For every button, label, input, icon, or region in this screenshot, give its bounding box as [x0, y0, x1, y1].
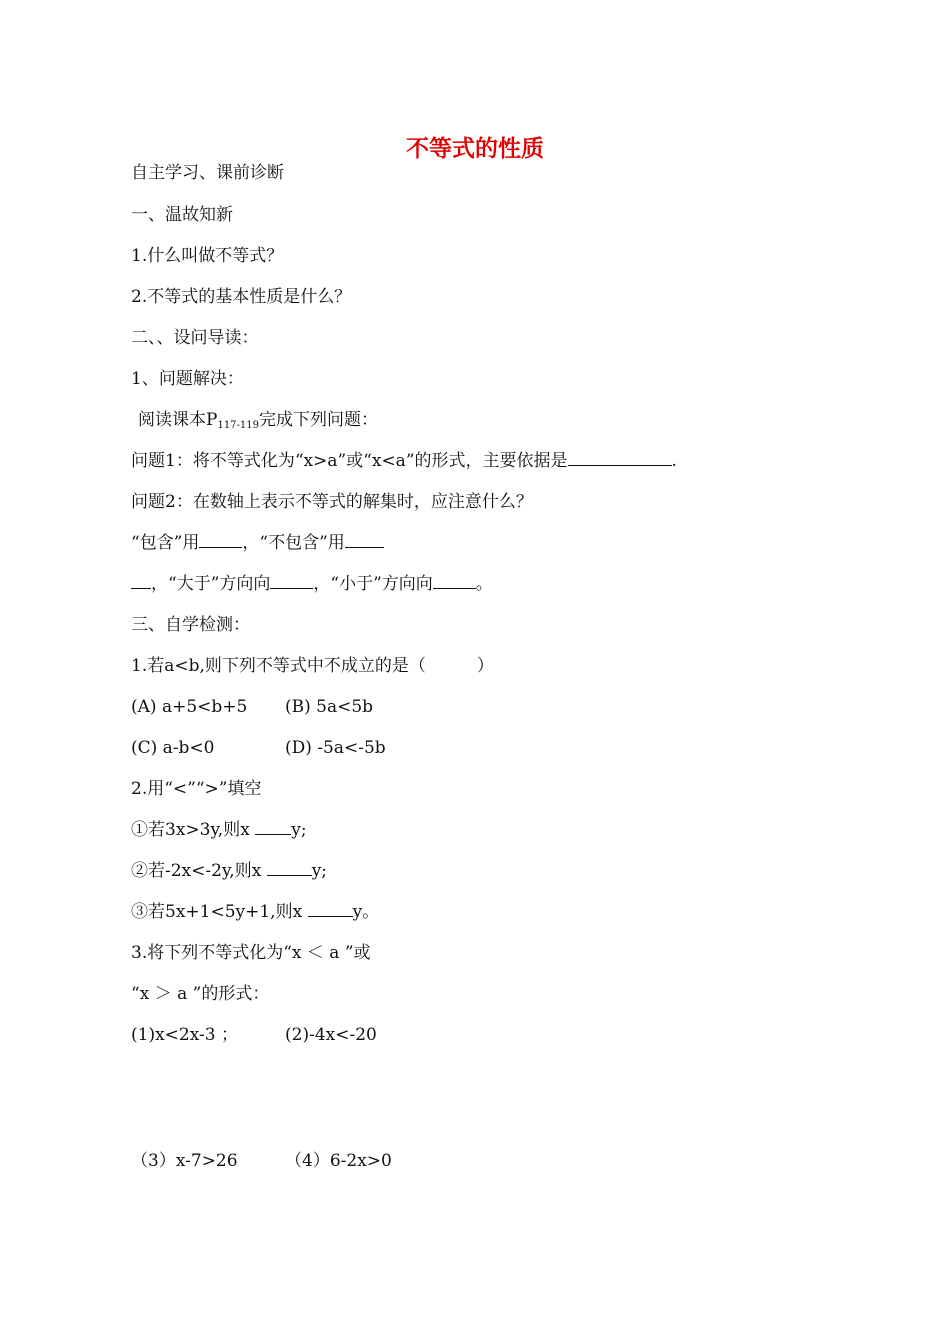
- include-label: “包含”用: [131, 533, 200, 553]
- exercise-1: 1.若a<b,则下列不等式中不成立的是（ ）: [131, 656, 494, 676]
- exercise-3-item-1: (1)x<2x-3 ；: [131, 1025, 238, 1045]
- option-b[interactable]: (B) 5a<5b: [285, 697, 374, 717]
- exercise-3-item-2: (2)-4x<-20: [285, 1025, 377, 1045]
- item-1-prefix: ①若3x>3y,则x: [131, 820, 256, 840]
- item-3-prefix: ③若5x+1<5y+1,则x: [131, 902, 308, 922]
- exercise-2: 2.用“<”“>”填空: [131, 779, 262, 799]
- part2-heading: 二、、设问导读：: [131, 328, 259, 348]
- reading-instruction: [138, 409, 378, 437]
- answer-blank[interactable]: [433, 573, 476, 589]
- answer-blank[interactable]: [131, 573, 151, 589]
- question-1-end: .: [671, 451, 677, 471]
- item-2-suffix: y;: [311, 861, 328, 881]
- answer-blank[interactable]: [568, 450, 672, 466]
- exercise-3-item-4: （4）6-2x>0: [285, 1151, 392, 1171]
- exercise-3-line-2: “x ＞ a ”的形式：: [131, 984, 270, 1004]
- exclude-label: ，“不包含”用: [242, 533, 345, 553]
- exercise-1-options-row-1: [131, 696, 374, 718]
- question-2: 问题2：在数轴上表示不等式的解集时，应注意什么？: [131, 492, 533, 512]
- question-1: [131, 450, 677, 472]
- part2-subheading: 1、问题解决：: [131, 369, 244, 389]
- reading-pages: 117-119: [217, 420, 260, 431]
- option-c[interactable]: (C) a-b<0: [131, 738, 215, 758]
- greater-label: ，“大于”方向向: [151, 574, 271, 594]
- exercise-3-item-3: （3）x-7>26: [131, 1151, 238, 1171]
- answer-blank[interactable]: [255, 819, 291, 835]
- answer-blank[interactable]: [308, 901, 353, 917]
- reading-suffix: 完成下列问题：: [259, 410, 379, 430]
- item-1-suffix: y;: [291, 820, 307, 840]
- answer-blank[interactable]: [267, 860, 312, 876]
- less-label: ，“小于”方向向: [313, 574, 433, 594]
- option-d[interactable]: (D) -5a<-5b: [285, 738, 386, 758]
- item-2-prefix: ②若-2x<-2y,则x: [131, 861, 267, 881]
- exercise-2-item-3: [131, 901, 379, 923]
- number-line-notes-b: [131, 573, 493, 595]
- review-question-1: 1.什么叫做不等式？: [131, 246, 284, 266]
- exercise-1-options-row-2: [131, 737, 386, 759]
- item-3-suffix: y。: [352, 902, 380, 922]
- question-1-text: 问题1：将不等式化为“x>a”或“x<a”的形式，主要依据是: [131, 451, 568, 471]
- line-b-end: 。: [475, 574, 493, 594]
- answer-blank[interactable]: [270, 573, 313, 589]
- review-question-2: 2.不等式的基本性质是什么？: [131, 287, 352, 307]
- answer-blank[interactable]: [199, 532, 242, 548]
- part1-heading: 一、温故知新: [131, 205, 233, 225]
- exercise-3-items-row-2: [131, 1150, 392, 1172]
- page-title: 不等式的性质: [406, 136, 544, 162]
- number-line-notes-a: [131, 532, 384, 554]
- exercise-3-line-1: 3.将下列不等式化为“x ＜ a ”或: [131, 943, 371, 963]
- answer-blank[interactable]: [345, 532, 384, 548]
- exercise-3-items-row-1: [131, 1024, 377, 1046]
- reading-prefix: 阅读课本P: [138, 410, 218, 430]
- part3-heading: 三、自学检测：: [131, 615, 250, 635]
- exercise-2-item-1: [131, 819, 307, 841]
- option-a[interactable]: (A) a+5<b+5: [131, 697, 248, 717]
- section-heading: 自主学习、课前诊断: [131, 163, 284, 183]
- exercise-2-item-2: [131, 860, 327, 882]
